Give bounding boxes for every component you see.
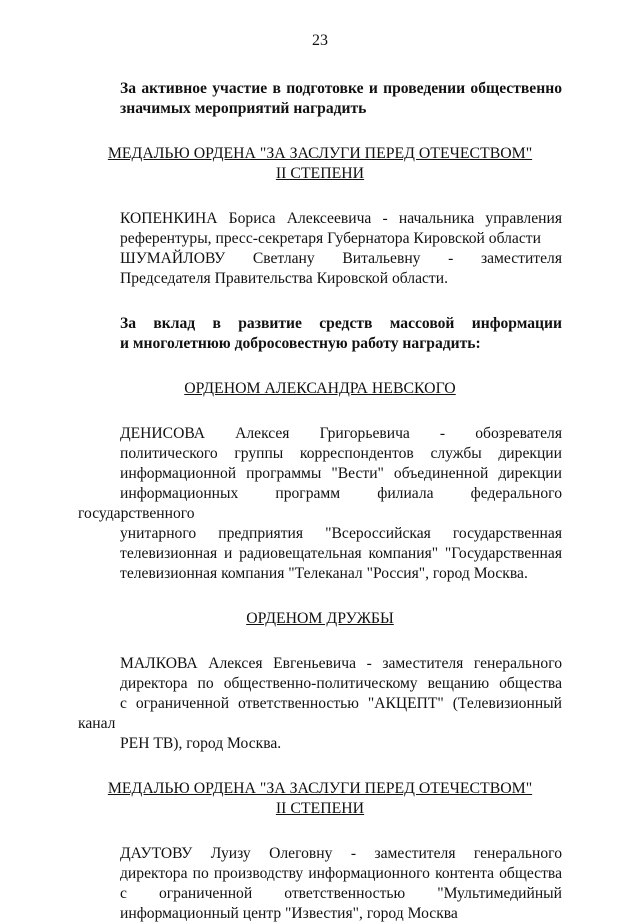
award-line: ОРДЕНОМ ДРУЖБЫ	[246, 610, 394, 627]
recipient-line: КОПЕНКИНА Бориса Алексеевича - начальника управления	[120, 210, 562, 227]
recipient-line: Председателя Правительства Кировской области.	[120, 270, 448, 287]
award-line: II СТЕПЕНИ	[275, 800, 365, 817]
intro-line: и многолетнюю добросовестную работу наградить:	[120, 335, 481, 352]
recipient-line: информационных программ филиала федерального государственного	[78, 485, 562, 522]
intro-line: За активное участие в подготовке и проведении общественно	[120, 80, 562, 97]
recipient-line: РЕН ТВ), город Москва.	[120, 735, 282, 752]
recipient-line: с ограниченной ответственностью "АКЦЕПТ" (Телевизионный канал	[78, 695, 562, 732]
recipient-line: телевизионная и радиовещательная компания" "Государственная	[120, 545, 562, 562]
section-1	[78, 79, 562, 289]
recipient-line: директора по общественно-политическому вещанию общества	[120, 675, 562, 692]
recipient-line: ДАУТОВУ Луизу Олеговну - заместителя генерального	[120, 845, 562, 862]
section-2	[78, 314, 562, 584]
recipient-line: политического группы корреспондентов службы дирекции	[120, 445, 562, 462]
award-line: II СТЕПЕНИ	[275, 165, 365, 182]
decree-body	[78, 79, 562, 924]
recipient-line: с ограниченной ответственностью "Мультимедийный	[120, 885, 562, 902]
intro-line: За вклад в развитие средств массовой информации	[120, 315, 562, 332]
section-3	[78, 609, 562, 754]
recipient	[78, 209, 562, 249]
award-title	[78, 609, 562, 629]
award-line: ОРДЕНОМ АЛЕКСАНДРА НЕВСКОГО	[184, 380, 456, 397]
recipient-line: информационный центр "Известия", город Москва	[120, 905, 458, 922]
section-intro	[78, 314, 562, 354]
recipient-line: ДЕНИСОВА Алексея Григорьевича - обозревателя	[120, 425, 562, 442]
section-4	[78, 779, 562, 924]
award-line: МЕДАЛЬЮ ОРДЕНА "ЗА ЗАСЛУГИ ПЕРЕД ОТЕЧЕСТВОМ"	[107, 780, 533, 797]
recipient-line: информационной программы "Вести" объединенной дирекции	[120, 465, 562, 482]
recipient-line: директора по производству информационного контента общества	[120, 865, 562, 882]
award-title	[78, 144, 562, 184]
recipient	[78, 424, 562, 584]
award-title	[78, 779, 562, 819]
page-number: 23	[312, 32, 328, 49]
recipient	[78, 844, 562, 924]
section-intro	[78, 79, 562, 119]
recipient	[78, 654, 562, 754]
recipient-line: телевизионная компания "Телеканал "Россия", город Москва.	[120, 565, 528, 582]
recipient-line: ШУМАЙЛОВУ Светлану Витальевну - заместителя	[120, 250, 562, 267]
recipient-line: унитарного предприятия "Всероссийская государственная	[120, 525, 562, 542]
recipient-line: МАЛКОВА Алексея Евгеньевича - заместителя генерального	[120, 655, 562, 672]
award-line: МЕДАЛЬЮ ОРДЕНА "ЗА ЗАСЛУГИ ПЕРЕД ОТЕЧЕСТВОМ"	[107, 145, 533, 162]
award-title	[78, 379, 562, 399]
recipient	[78, 249, 562, 289]
recipient-line: референтуры, пресс-секретаря Губернатора Кировской области	[120, 230, 541, 247]
intro-line: значимых мероприятий наградить	[120, 100, 367, 117]
